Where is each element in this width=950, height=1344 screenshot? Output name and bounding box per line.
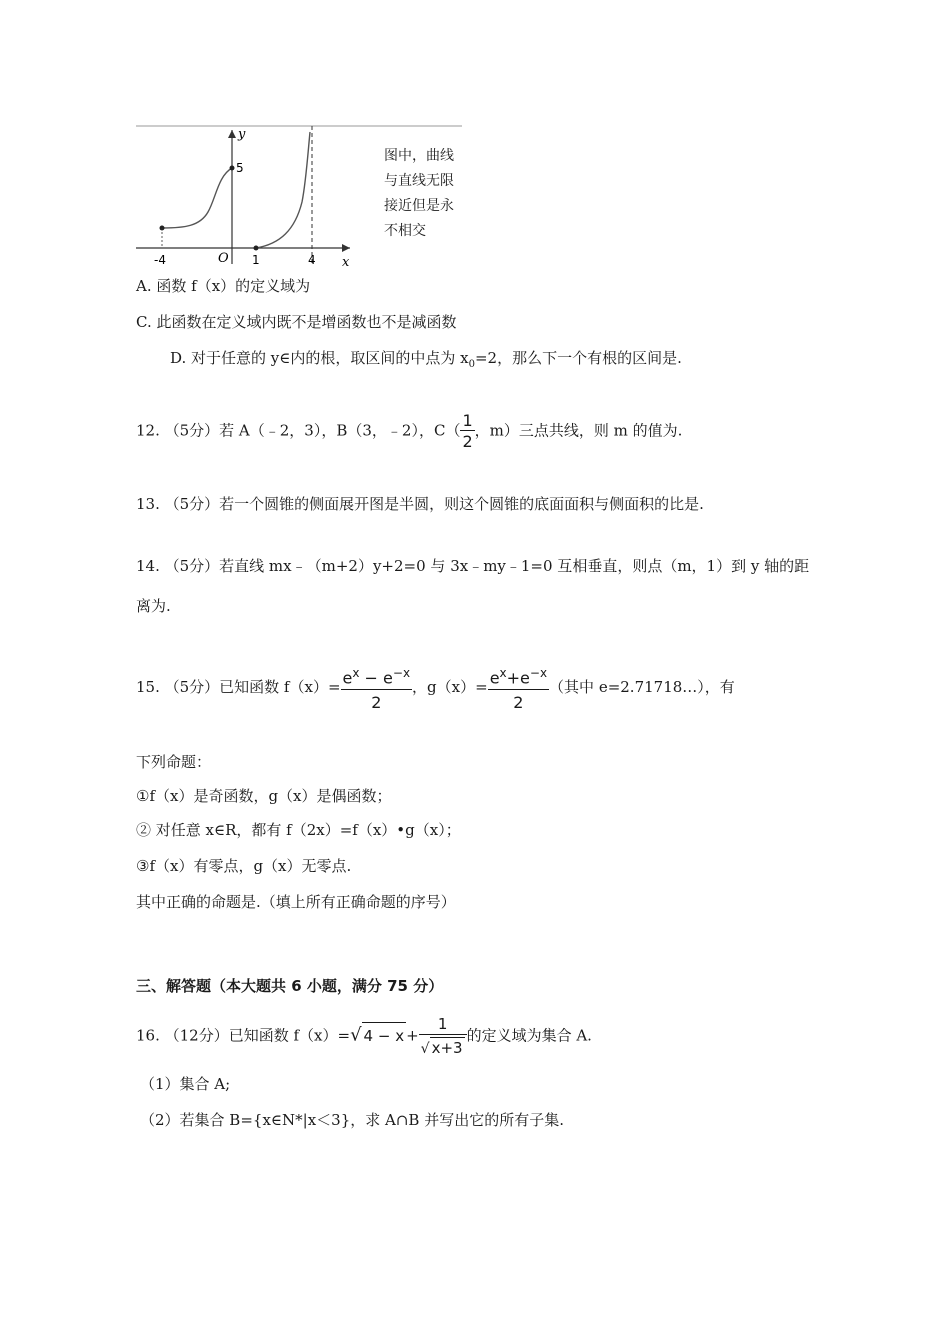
section-3-title: 三、解答题（本大题共 6 小题，满分 75 分） xyxy=(136,977,444,995)
q15-g-num-op: + xyxy=(506,668,521,688)
q16-post: 的定义域为集合 A. xyxy=(466,1026,592,1045)
q11-option-c: C. 此函数在定义域内既不是增函数也不是减函数 xyxy=(136,313,457,331)
q15-g-num-a: e xyxy=(489,668,500,688)
q15-f-num-op: − xyxy=(359,668,384,688)
q15-g-den: 2 xyxy=(488,689,549,714)
tick-x4: 4 xyxy=(308,253,316,267)
q15-item-2: ② 对任意 x∈R，都有 f（2x）=f（x）•g（x）； xyxy=(136,821,461,839)
q16-frac-den xyxy=(419,1034,467,1059)
tick-xm4: -4 xyxy=(154,253,166,267)
q16-frac-den-sqrt: x+3 xyxy=(431,1039,463,1057)
q15-post: （其中 e=2.71718…），有 xyxy=(549,678,735,697)
y-axis-arrow xyxy=(228,130,236,138)
figure-note xyxy=(384,144,454,244)
question-15 xyxy=(136,662,735,714)
q15-f-numerator xyxy=(341,662,413,689)
left-curve xyxy=(162,168,232,228)
right-start-point xyxy=(254,246,259,251)
q15-f-num-a-sup: x xyxy=(352,666,360,680)
q15-g-num-b-sup: −x xyxy=(529,666,548,680)
q16-pre: 16. （12分）已知函数 f（x）= xyxy=(136,1026,351,1045)
note-line: 不相交 xyxy=(384,223,426,239)
x-axis-arrow xyxy=(342,244,350,252)
q15-f-fraction xyxy=(341,662,413,714)
q11-option-d xyxy=(170,348,682,375)
q16-sqrt-content: 4 − x xyxy=(362,1022,407,1049)
note-line: 图中，曲线 xyxy=(384,148,454,164)
axis-x-label: x xyxy=(342,255,350,270)
axis-y-label: y xyxy=(238,127,246,142)
question-16 xyxy=(136,1014,592,1059)
q16-plus: + xyxy=(406,1026,419,1045)
q16-part-1: （1）集合 A; xyxy=(140,1075,231,1093)
q15-conclusion: 其中正确的命题是.（填上所有正确命题的序号） xyxy=(136,893,456,911)
q15-f-num-a: e xyxy=(342,668,353,688)
q16-part-2: （2）若集合 B={x∈N*|x＜3}，求 A∩B 并写出它的所有子集. xyxy=(140,1111,564,1129)
q12-frac-num: 1 xyxy=(462,411,473,430)
question-14-line2: 离为. xyxy=(136,597,171,615)
origin-label: O xyxy=(218,251,229,266)
note-line: 与直线无限 xyxy=(384,173,454,189)
q15-item-1: ①f（x）是奇函数，g（x）是偶函数； xyxy=(136,787,392,805)
q11-option-d-post: =2，那么下一个有根的区间是. xyxy=(474,349,682,367)
q16-frac-num: 1 xyxy=(437,1015,448,1033)
q12-frac-den: 2 xyxy=(462,432,473,451)
q15-g-fraction xyxy=(488,662,549,714)
q15-pre: 15. （5分）已知函数 f（x）= xyxy=(136,678,341,697)
q12-fraction xyxy=(460,412,474,451)
q11-option-a: A. 函数 f（x）的定义域为 xyxy=(136,277,311,295)
right-curve xyxy=(256,132,310,248)
q15-item-3: ③f（x）有零点，g（x）无零点. xyxy=(136,857,352,875)
q11-option-d-sub: 0 xyxy=(468,359,475,370)
q12-post: ，m）三点共线，则 m 的值为. xyxy=(474,421,683,440)
sqrt-icon: √ xyxy=(350,1024,362,1046)
q15-g-numerator xyxy=(488,662,549,689)
q15-f-num-b-sup: −x xyxy=(392,666,411,680)
q15-list-intro: 下列命题： xyxy=(136,753,212,771)
question-13: 13. （5分）若一个圆锥的侧面展开图是半圆，则这个圆锥的底面面积与侧面积的比是. xyxy=(136,495,704,513)
tick-y5: 5 xyxy=(236,161,244,175)
q15-f-num-b: e xyxy=(383,668,393,688)
question-14-line1: 14. （5分）若直线 mx﹣（m+2）y+2=0 与 3x﹣my﹣1=0 互相垂直，则点（m，1）到 y 轴的距 xyxy=(136,557,810,575)
note-line: 接近但是永 xyxy=(384,198,454,214)
q15-mid: ，g（x）= xyxy=(412,678,488,697)
q15-g-num-b: e xyxy=(520,668,530,688)
sqrt-icon: √ xyxy=(420,1041,430,1057)
question-12 xyxy=(136,412,682,451)
q16-fraction xyxy=(419,1014,467,1059)
q11-option-d-pre: D. 对于任意的 y∈内的根，取区间的中点为 x xyxy=(170,349,469,367)
q15-f-den: 2 xyxy=(341,689,413,714)
top-endpoint xyxy=(230,166,235,171)
q12-pre: 12. （5分）若 A（﹣2，3），B（3，﹣2），C（ xyxy=(136,421,461,440)
q15-g-num-a-sup: x xyxy=(499,666,507,680)
tick-x1: 1 xyxy=(252,253,260,267)
